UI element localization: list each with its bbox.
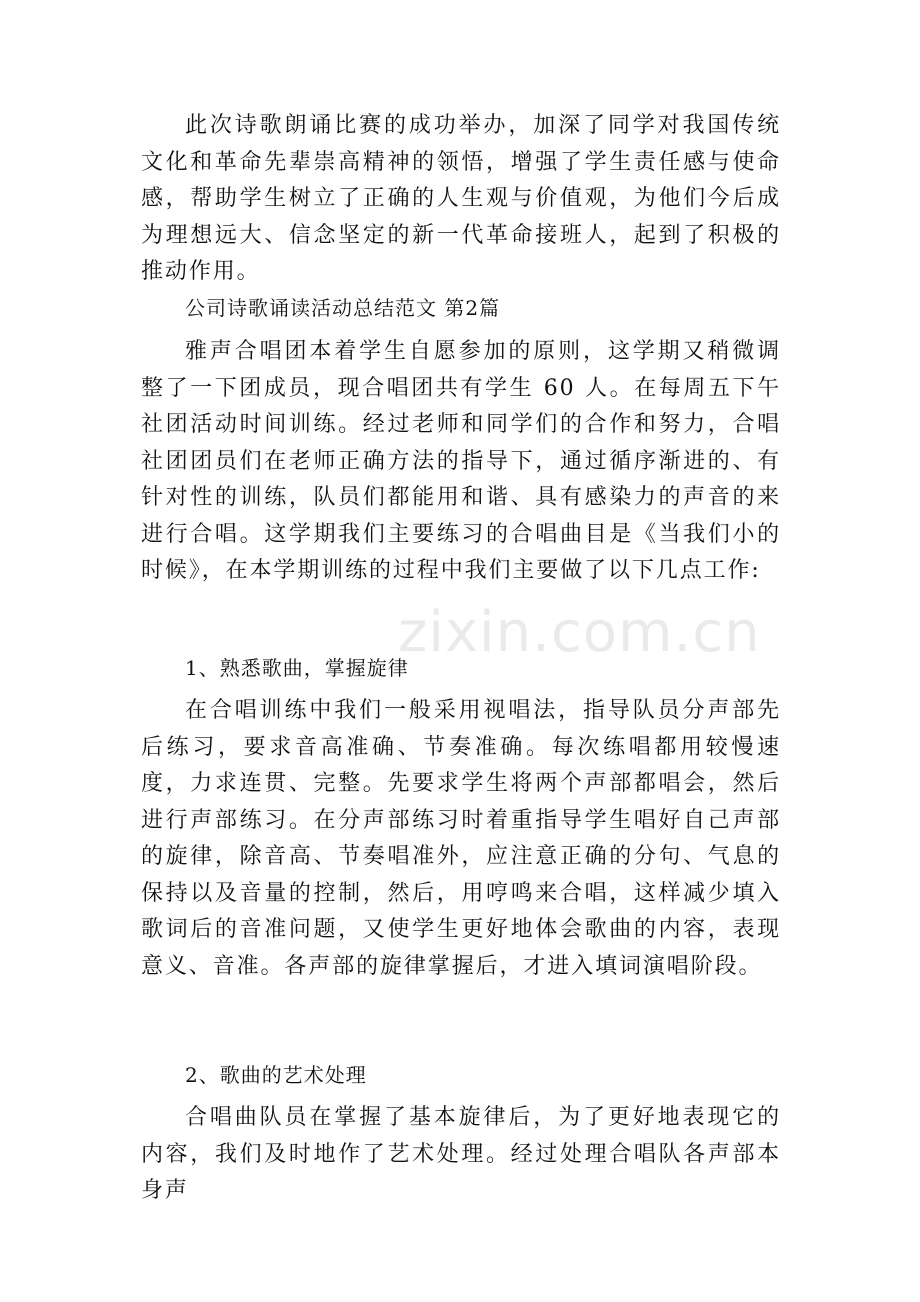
subheading-familiar-melody: 1、熟悉歌曲，掌握旋律: [185, 656, 409, 680]
paragraph-poetry-summary: 此次诗歌朗诵比赛的成功举办，加深了同学对我国传统文化和革命先辈崇高精神的领悟，增强了学生责任感与使命感，帮助学生树立了正确的人生观与价值观，为他们今后成为理想远大、信念坚定的新一代革命接班人，起到了积极的推动作用。: [141, 113, 781, 284]
paragraph-artistic-processing: 合唱曲队员在掌握了基本旋律后，为了更好地表现它的内容，我们及时地作了艺术处理。经过处理合唱队各声部本身声: [141, 1105, 781, 1203]
section-title-part-2: 公司诗歌诵读活动总结范文 第2篇: [185, 296, 501, 320]
paragraph-sight-singing: 在合唱训练中我们一般采用视唱法，指导队员分声部先后练习，要求音高准确、节奏准确。每次练唱都用较慢速度，力求连贯、完整。先要求学生将两个声部都唱会，然后进行声部练习。在分声部练习时着重指导学生唱好自己声部的旋律，除音高、节奏唱准外，应注意正确的分句、气息的保持以及音量的控制，然后，用哼鸣来合唱，这样减少填入歌词后的音准问题，又使学生更好地体会歌曲的内容，表现意义、音准。各声部的旋律掌握后，才进入填词演唱阶段。: [141, 698, 781, 979]
site-watermark: zixin.com.cn: [398, 600, 761, 665]
subheading-artistic-processing: 2、歌曲的艺术处理: [185, 1063, 367, 1087]
paragraph-choir-intro: 雅声合唱团本着学生自愿参加的原则，这学期又稍微调整了一下团成员，现合唱团共有学生 60 人。在每周五下午社团活动时间训练。经过老师和同学们的合作和努力，合唱社团团员们在老师正确方法的指导下，通过循序渐进的、有针对性的训练，队员们都能用和谐、具有感染力的声音的来进行合唱。这学期我们主要练习的合唱曲目是《当我们小的时候》，在本学期训练的过程中我们主要做了以下几点工作:: [141, 339, 781, 583]
